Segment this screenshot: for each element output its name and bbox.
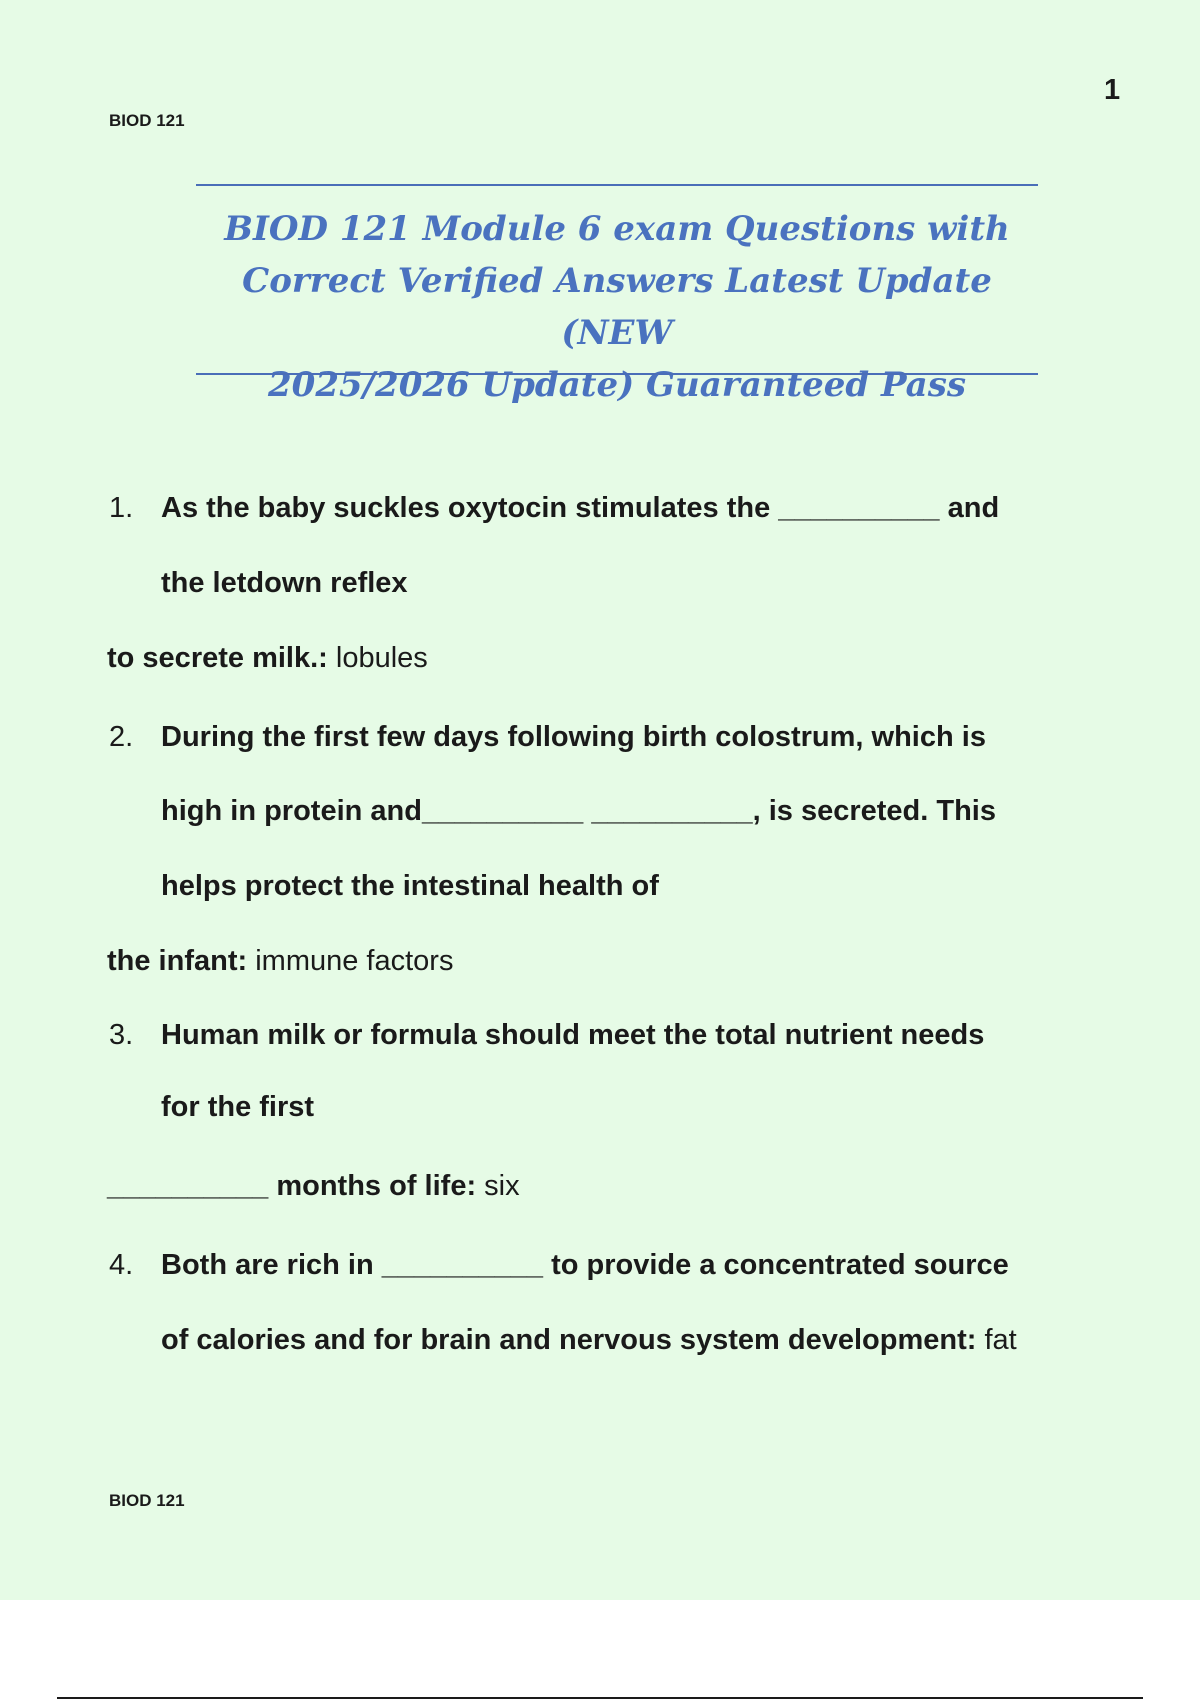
question-text-line: As the baby suckles oxytocin stimulates the __________ and: [161, 492, 1000, 524]
question-number: 2.: [109, 721, 134, 753]
question-text-line: [161, 1323, 1017, 1357]
question-prompt: of calories and for brain and nervous system development:: [161, 1324, 977, 1356]
question-prompt: to secrete milk.:: [107, 642, 328, 674]
header-course-label: BIOD 121: [109, 111, 185, 130]
question-text-line: Human milk or formula should meet the total nutrient needs: [161, 1019, 985, 1051]
question-answer: fat: [976, 1324, 1017, 1356]
question-text-line: high in protein and__________ __________, is secreted. This: [161, 795, 996, 827]
question-text-line: Both are rich in __________ to provide a concentrated source: [161, 1249, 1009, 1281]
question-text-line: helps protect the intestinal health of: [161, 870, 659, 902]
title-rule-top: [196, 184, 1038, 186]
question-number: 3.: [109, 1019, 134, 1051]
page-number: 1: [1104, 74, 1121, 106]
title-rule-bottom: [196, 373, 1038, 375]
question-number: 4.: [109, 1249, 134, 1281]
question-answer: six: [476, 1170, 520, 1202]
document-title: [196, 203, 1038, 411]
footer-course-label: BIOD 121: [109, 1491, 185, 1510]
question-text-line: [107, 944, 453, 978]
question-text-line: [107, 641, 428, 675]
question-answer: immune factors: [247, 945, 454, 977]
question-prompt: __________ months of life:: [107, 1170, 477, 1202]
question-text-line: the letdown reflex: [161, 567, 408, 599]
bottom-rule: [57, 1697, 1143, 1699]
question-prompt: the infant:: [107, 945, 248, 977]
title-line-2: Correct Verified Answers Latest Update (NEW: [242, 261, 992, 353]
question-answer: lobules: [327, 642, 428, 674]
title-line-1: BIOD 121 Module 6 exam Questions with: [224, 209, 1010, 249]
question-text-line: During the first few days following birth colostrum, which is: [161, 721, 986, 753]
question-number: 1.: [109, 492, 134, 524]
title-line-3: 2025/2026 Update) Guaranteed Pass: [268, 365, 966, 405]
question-text-line: [107, 1169, 520, 1203]
question-text-line: for the first: [161, 1091, 315, 1123]
